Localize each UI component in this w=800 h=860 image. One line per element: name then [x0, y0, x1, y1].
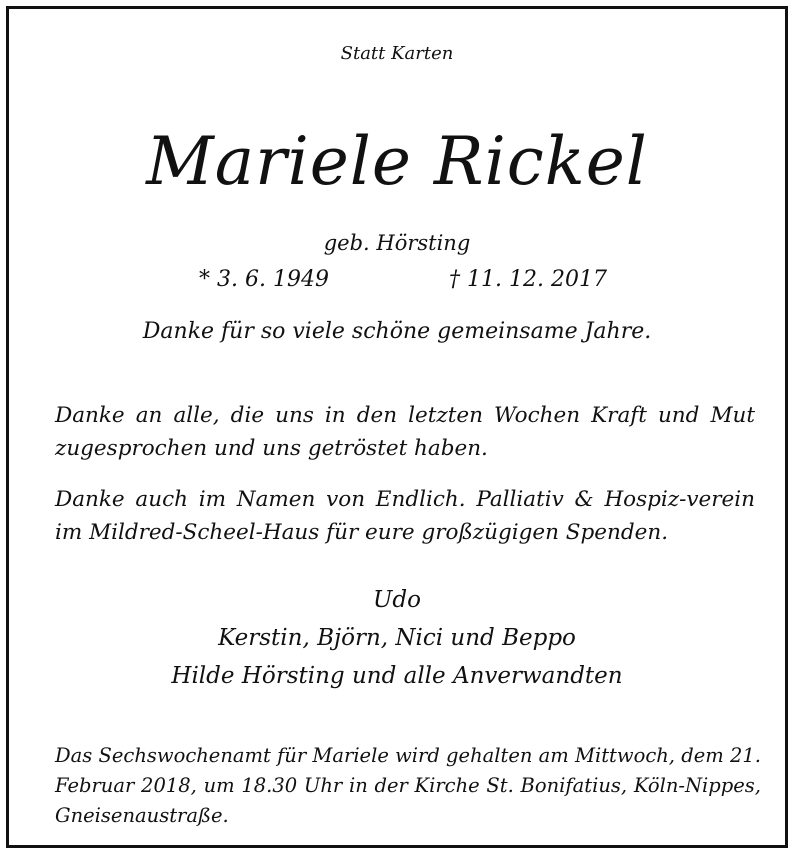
- deceased-name: Mariele Rickel: [146, 123, 648, 200]
- death-date: † 11. 12. 2017: [449, 267, 607, 292]
- motto-line: Danke für so viele schöne gemeinsame Jahre.: [142, 319, 652, 344]
- signer-line: Hilde Hörsting und alle Anverwandten: [171, 663, 623, 689]
- notice-header: Statt Karten: [340, 43, 454, 64]
- memorial-service-info: Das Sechswochenamt für Mariele wird gehalten am Mittwoch, dem 21. Februar 2018, um 18.30 Uhr in der Kirche St. Bonifatius, Köln-Nippes, Gneisenaustraße.: [55, 744, 761, 827]
- death-notice: [6, 6, 788, 848]
- thanks-paragraph-1: Danke an alle, die uns in den letzten Wochen Kraft und Mut zugesprochen und uns getröstet haben.: [55, 403, 755, 461]
- signers-block: [9, 581, 785, 695]
- signer-line: Udo: [373, 587, 421, 613]
- birth-date: * 3. 6. 1949: [199, 267, 329, 292]
- maiden-name: geb. Hörsting: [323, 231, 471, 255]
- signer-line: Kerstin, Björn, Nici und Beppo: [218, 625, 576, 651]
- thanks-paragraph-2: Danke auch im Namen von Endlich. Palliativ & Hospiz-verein im Mildred-Scheel-Haus für eure großzügigen Spenden.: [55, 487, 755, 545]
